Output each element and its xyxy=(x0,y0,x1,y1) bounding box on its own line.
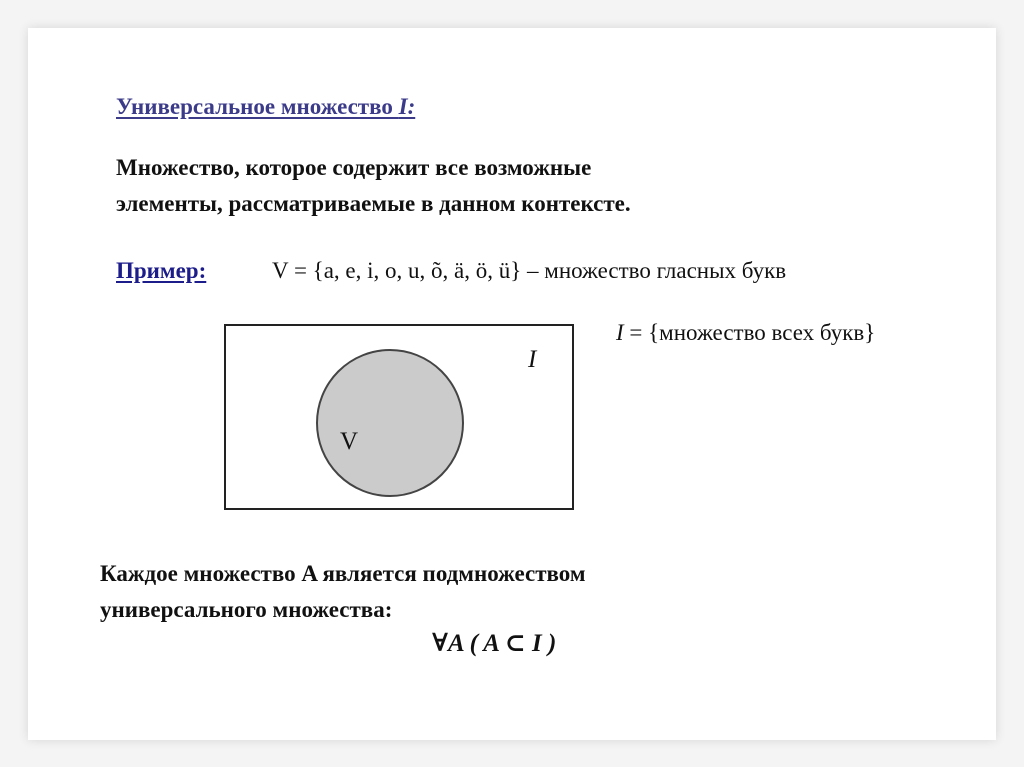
slide-title xyxy=(116,94,415,120)
venn-subset-circle xyxy=(316,349,464,497)
slide xyxy=(28,28,996,740)
example-label: Пример: xyxy=(116,258,207,283)
venn-subset-label: V xyxy=(340,428,359,455)
universe-definition xyxy=(616,320,875,346)
universe-symbol: I xyxy=(616,320,624,345)
statement-text xyxy=(100,556,860,628)
subset-formula: ∀A ( A ⊂ I ) xyxy=(432,630,557,657)
venn-universe-label: I xyxy=(528,346,537,373)
universe-rest: = {множество всех букв} xyxy=(623,320,876,345)
statement-line-2: универсального множества: xyxy=(100,597,393,622)
definition-line-2: элементы, рассматриваемые в данном контексте. xyxy=(116,191,631,216)
title-text: Универсальное множество xyxy=(116,94,399,119)
example-text: V = {a, e, i, o, u, õ, ä, ö, ü} – множество гласных букв xyxy=(272,258,787,283)
venn-diagram xyxy=(224,324,574,510)
definition-text xyxy=(116,150,836,222)
title-symbol: I: xyxy=(398,94,416,119)
statement-line-1: Каждое множество A является подмножеством xyxy=(100,561,586,586)
definition-line-1: Множество, которое содержит все возможные xyxy=(116,155,592,180)
